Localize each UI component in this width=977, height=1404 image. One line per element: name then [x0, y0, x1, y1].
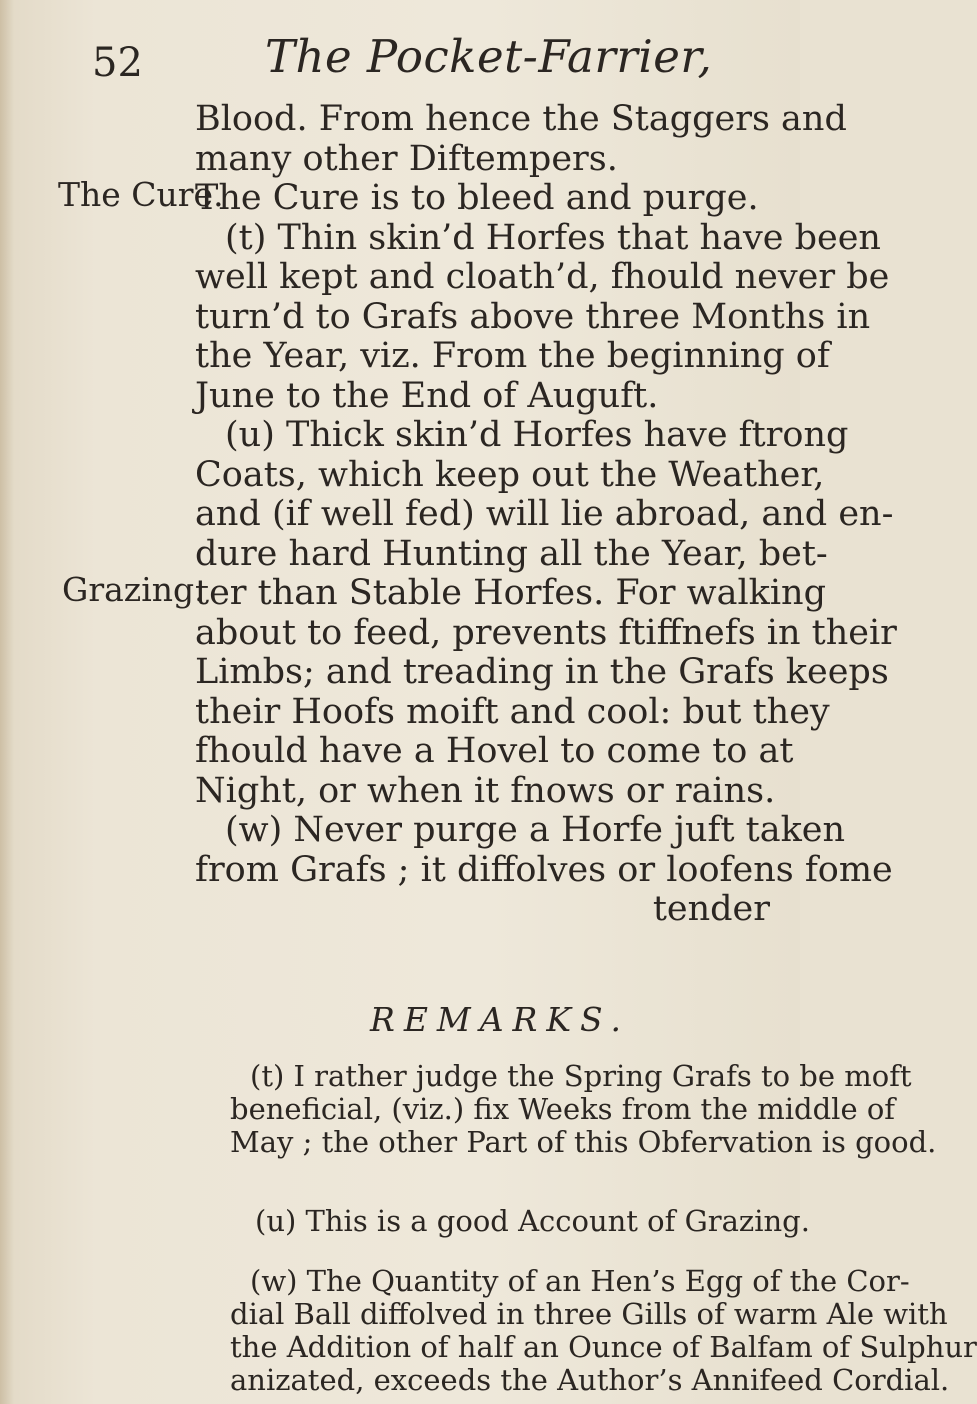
text-line: the Year, viz. From the beginning of	[195, 336, 830, 376]
margin-note-cure: The Cure.	[58, 175, 224, 214]
note-line: dial Ball diffolved in three Gills of warm Ale with	[230, 1297, 948, 1331]
margin-note-grazing: Grazing.	[62, 570, 205, 609]
text-line: (w) Never purge a Horfe juft taken	[225, 810, 846, 850]
text-line: Blood. From hence the Staggers and	[195, 99, 847, 139]
spine-shadow	[0, 0, 14, 1404]
text-line: (t) Thin skin’d Horfes that have been	[225, 217, 881, 258]
text-line: Night, or when it fnows or rains.	[195, 770, 776, 811]
text-line: Coats, which keep out the Weather,	[195, 454, 825, 495]
note-line: (t) I rather judge the Spring Grafs to be moft	[250, 1059, 912, 1093]
page-number: 52	[92, 40, 143, 86]
note-line: beneficial, (viz.) fix Weeks from the middle of	[230, 1092, 896, 1126]
text-line: their Hoofs moift and cool: but they	[195, 691, 830, 732]
note-line: the Addition of half an Ounce of Balfam of Sulphur	[230, 1330, 977, 1364]
text-line: from Grafs ; it diffolves or loofens fome	[195, 849, 893, 890]
text-line: and (if well fed) will lie abroad, and en-	[195, 494, 894, 534]
text-line: turn’d to Grafs above three Months in	[195, 296, 871, 337]
text-line: fhould have a Hovel to come to at	[195, 731, 794, 771]
note-line: (w) The Quantity of an Hen’s Egg of the Cor-	[250, 1264, 910, 1298]
note-u	[255, 1204, 810, 1238]
note-line: May ; the other Part of this Obfervation is good.	[230, 1125, 937, 1159]
running-title: The Pocket-Farrier,	[265, 30, 713, 83]
text-line: many other Diftempers.	[195, 138, 618, 179]
text-line: dure hard Hunting all the Year, bet-	[195, 533, 828, 574]
text-line: Limbs; and treading in the Grafs keeps	[195, 652, 889, 692]
text-line: (u) Thick skin’d Horfes have ftrong	[225, 415, 849, 455]
text-line: about to feed, prevents ftiffnefs in their	[195, 612, 897, 653]
catchword: tender	[652, 889, 770, 929]
note-t	[230, 1059, 937, 1159]
note-line: (u) This is a good Account of Grazing.	[255, 1204, 810, 1238]
note-line: anizated, exceeds the Author’s Annifeed Cordial.	[230, 1363, 950, 1397]
text-line: June to the End of Auguft.	[195, 375, 659, 416]
remarks-heading: REMARKS.	[370, 1000, 630, 1039]
text-line: well kept and cloath’d, fhould never be	[195, 257, 890, 297]
text-line: ter than Stable Horfes. For walking	[195, 573, 826, 613]
text-line: The Cure is to bleed and purge.	[195, 178, 759, 218]
note-w	[230, 1264, 977, 1397]
main-text	[195, 99, 897, 930]
